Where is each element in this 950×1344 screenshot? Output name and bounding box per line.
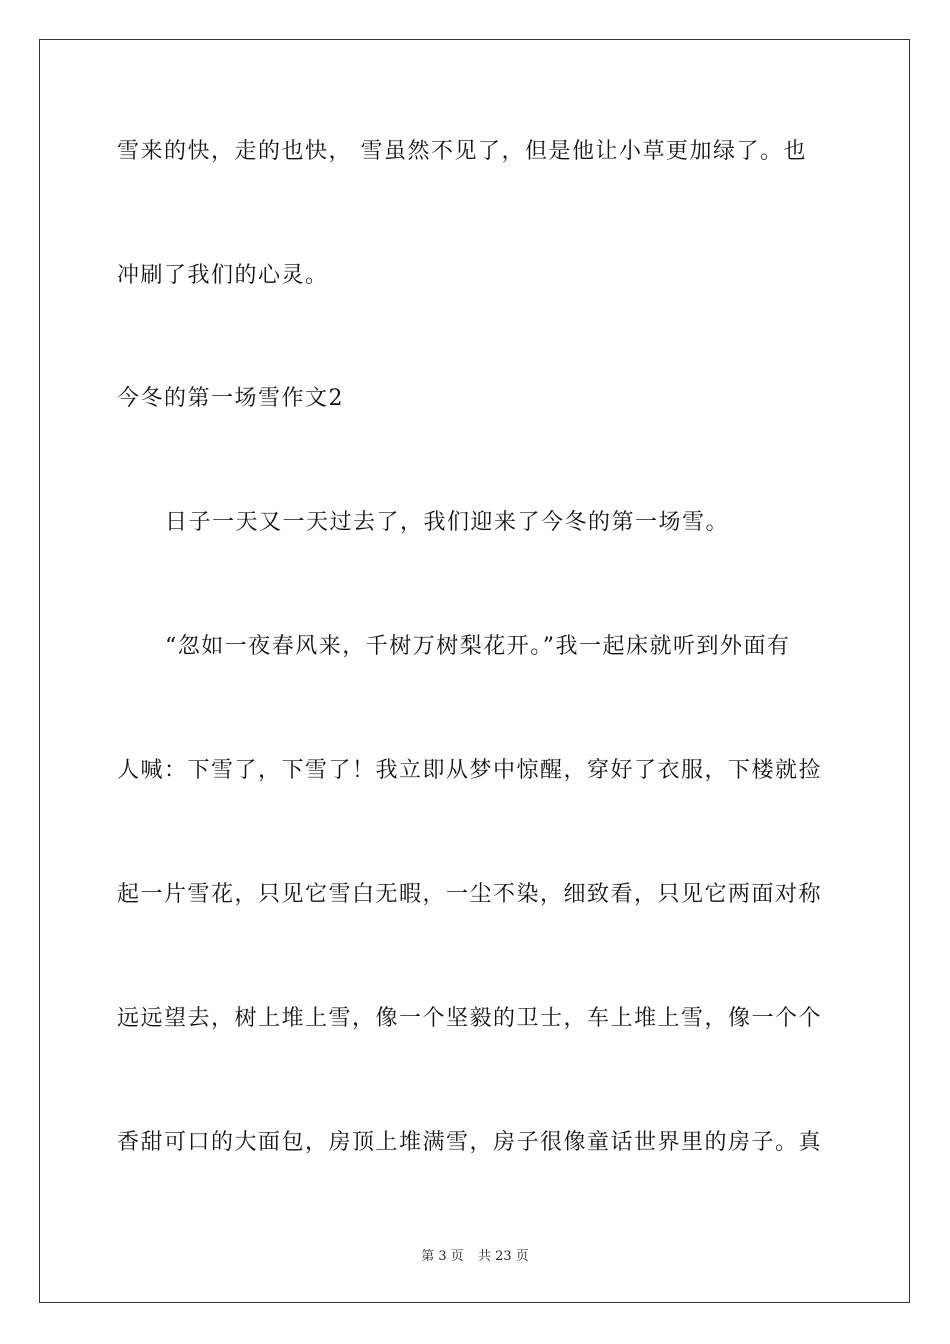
section-heading: 今冬的第一场雪作文2 (117, 386, 344, 411)
text-line: 雪来的快，走的也快， 雪虽然不见了，但是他让小草更加绿了。也 (117, 139, 807, 164)
text-line: “忽如一夜春风来，千树万树梨花开。”我一起床就听到外面有 (165, 634, 791, 659)
text-line: 日子一天又一天过去了，我们迎来了今冬的第一场雪。 (165, 510, 730, 535)
text-line: 香甜可口的大面包，房顶上堆满雪，房子很像童话世界里的房子。真 (117, 1130, 823, 1155)
page-footer (0, 1248, 950, 1266)
text-line: 起一片雪花，只见它雪白无暇，一尘不染，细致看，只见它两面对称 (117, 882, 823, 907)
text-line: 人喊：下雪了，下雪了！我立即从梦中惊醒，穿好了衣服，下楼就捡 (117, 758, 823, 783)
page-number: 第 3 页 (421, 1249, 464, 1264)
text-line: 冲刷了我们的心灵。 (117, 263, 329, 288)
page-border (39, 39, 910, 1303)
page-total: 共 23 页 (477, 1249, 529, 1264)
text-line: 远远望去，树上堆上雪，像一个坚毅的卫士，车上堆上雪，像一个个 (117, 1006, 823, 1031)
